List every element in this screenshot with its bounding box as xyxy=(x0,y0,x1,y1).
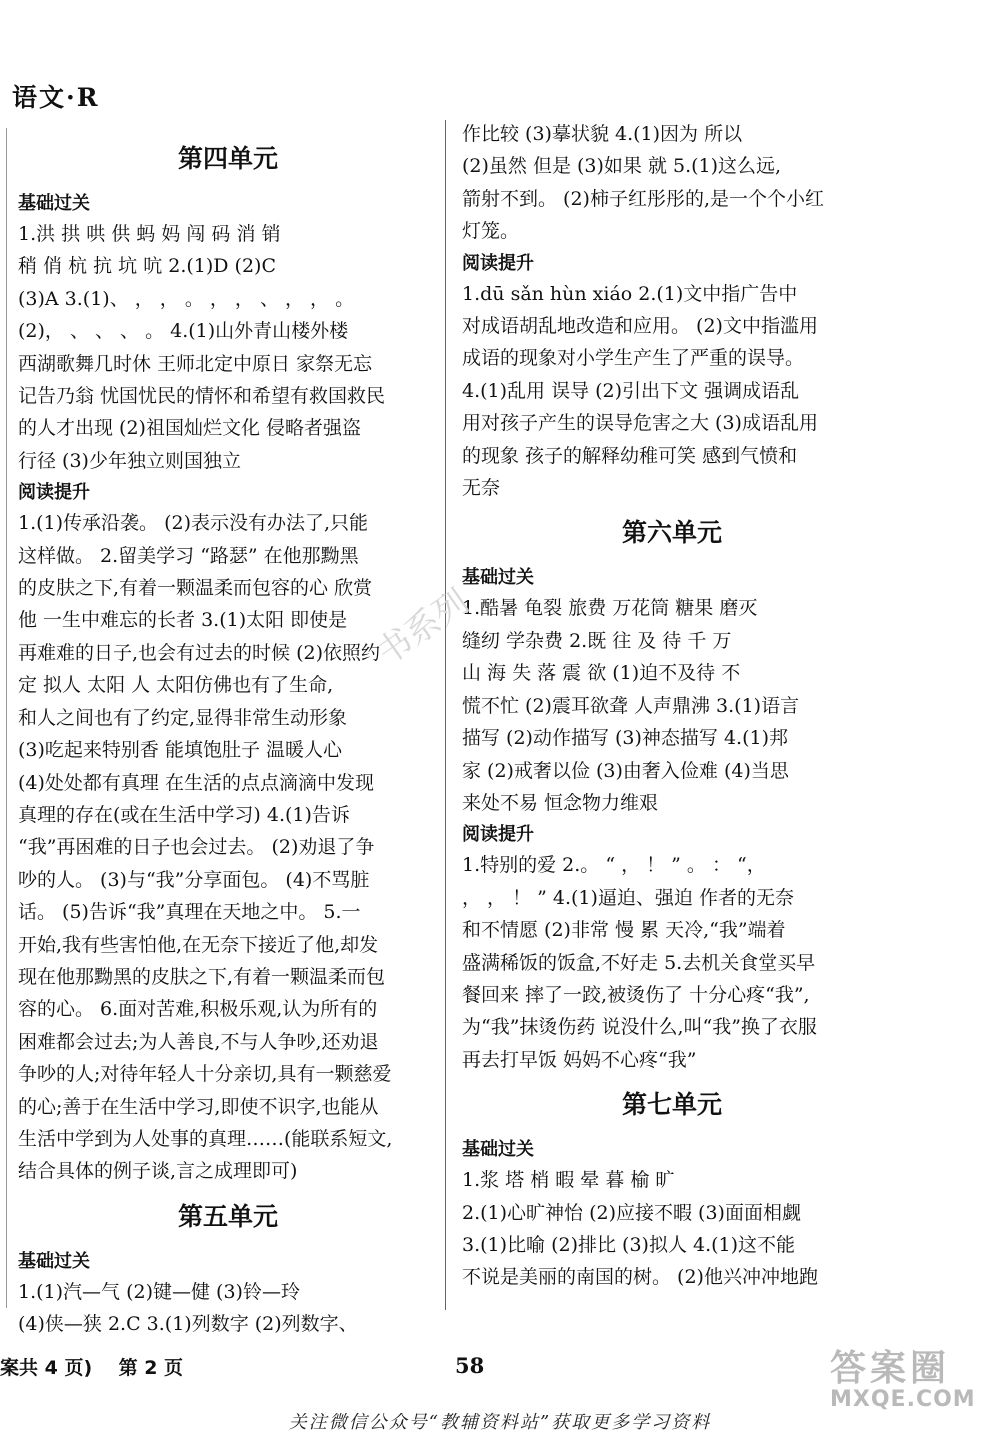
promo-line: 关注微信公众号“教辅资料站”获取更多学习资料 xyxy=(288,1412,712,1433)
left-column xyxy=(18,130,438,1341)
unit-title: 第六单元 xyxy=(621,518,722,548)
answer-paragraph: 1.(1)传承沿袭。 (2)表示没有办法了,只能 这样做。 2.留美学习 “路瑟” 在他那黝黑 的皮肤之下,有着一颗温柔而包容的心 欣赏 他 一生中难忘的长者 3.(1)太阳 即使是 再难难的日子,也会有过去的时候 (2)依照约 定 拟人 太阳 人 太阳仿佛也有了生命, 和人之间也有了约定,显得非常生动形象 (3)吃起来特别香 能填饱肚子 温暖人心 (4)处处都有真理 在生活的点点滴滴中发现 真理的存在(或在生活中学习) 4.(1)告诉 “我”再困难的日子也会过去。 (2)劝退了争 吵的人。 (3)与“我”分享面包。 (4)不骂脏 话。 (5)告诉“我”真理在天地之中。 5.一 开始,我有些害怕他,在无奈下接近了他,却发 现在他那黝黑的皮肤之下,有着一颗温柔而包 容的心。 6.面对苦难,积极乐观,认为所有的 困难都会过去;为人善良,不与人争吵,还劝退 争吵的人;对待年轻人十分亲切,具有一颗慈爱 的心;善于在生活中学习,即使不识字,也能从 生活中学到为人处事的真理……(能联系短文, 结合具体的例子谈,言之成理即可) xyxy=(18,512,393,1183)
section-subheading: 阅读提升 xyxy=(18,482,90,504)
answer-paragraph: 1.酷暑 龟裂 旅费 万花筒 糖果 磨灭 缝纫 学杂费 2.既 往 及 待 千 万 山 海 失 落 震 欲 (1)迫不及待 不 慌不忙 (2)震耳欲聋 人声鼎沸 3.(1)语言 描写 (2)动作描写 (3)神态描写 4.(1)邦 家 (2)戒奢以俭 (3)由奢入俭难 (4)当思 来处不易 恒念物力维艰 xyxy=(462,597,800,814)
faint-stamp-watermark: 书系列 xyxy=(369,581,477,674)
left-margin-rule xyxy=(6,128,7,1308)
answer-paragraph: 作比较 (3)摹状貌 4.(1)因为 所以 (2)虽然 但是 (3)如果 就 5.(1)这么远, 箭射不到。 (2)柿子红彤彤的,是一个个小红 灯笼。 xyxy=(462,123,824,243)
unit-title: 第七单元 xyxy=(621,1090,722,1120)
answer-paragraph: 1.浆 塔 梢 暇 晕 暮 榆 旷 2.(1)心旷神怡 (2)应接不暇 (3)面面相觑 3.(1)比喻 (2)排比 (3)拟人 4.(1)这不能 不说是美丽的南国的树。 (2)他兴冲冲地跑 xyxy=(462,1169,818,1289)
section-subheading: 阅读提升 xyxy=(462,252,534,274)
answer-paragraph: 1.(1)汽—气 (2)键—健 (3)铃—玲 (4)侠—狭 2.C 3.(1)列数字 (2)列数字、 xyxy=(18,1280,358,1336)
right-column xyxy=(462,118,882,1294)
site-watermark-logo xyxy=(830,1340,990,1440)
answer-paragraph: 1.洪 拱 哄 供 蚂 妈 闯 码 消 销 稍 俏 杭 抗 坑 吭 2.(1)D (2)C (3)A 3.(1)、 ， ， 。 ， ， 、 ， ， 。 (2)， 、 、 、 。 4.(1)山外青山楼外楼 西湖歌舞几时休 王师北定中原日 家祭无忘 记告乃翁 忧国忧民的情怀和希望有救国救民 的人才出现 (2)祖国灿烂文化 侵略者强盗 行径 (3)少年独立则国独立 xyxy=(18,223,386,472)
footer-page-info: 案共 4 页) 第 2 页 xyxy=(0,1357,184,1379)
watermark-logo-text: 答案圈 xyxy=(830,1348,951,1389)
section-subheading: 基础过关 xyxy=(18,1250,90,1272)
watermark-url-text: MXQE.COM xyxy=(830,1387,976,1412)
section-subheading: 基础过关 xyxy=(18,193,90,214)
section-subheading: 基础过关 xyxy=(462,1139,534,1161)
section-subheading: 阅读提升 xyxy=(462,824,534,846)
unit-title: 第五单元 xyxy=(177,1201,278,1231)
answer-paragraph: 1.dū sǎn hùn xiáo 2.(1)文中指广告中 对成语胡乱地改造和应用。 (2)文中指滥用 成语的现象对小学生产生了严重的误导。 4.(1)乱用 误导 (2)引出下文 强调成语乱 用对孩子产生的误导危害之大 (3)成语乱用 的现象 孩子的解释幼稚可笑 感到气愤和 无奈 xyxy=(462,282,818,500)
column-divider xyxy=(445,120,446,1310)
section-subheading: 基础过关 xyxy=(462,567,534,589)
subject-header: 语文·R xyxy=(12,83,100,112)
page-number: 58 xyxy=(455,1353,485,1378)
answer-paragraph: 1.特别的爱 2.。 “ ， ！ ” 。 ： “， ， ， ！ ” 4.(1)逼迫、强迫 作者的无奈 和不情愿 (2)非常 慢 累 天冷,“我”端着 盛满稀饭的饭盒,不好走 5.去机关食堂买早 餐回来 摔了一跤,被烫伤了 十分心疼“我”, 为“我”抹烫伤药 说没什么,叫“我”换了衣服 再去打早饭 妈妈不心疼“我” xyxy=(462,854,817,1071)
unit-title: 第四单元 xyxy=(177,144,278,173)
